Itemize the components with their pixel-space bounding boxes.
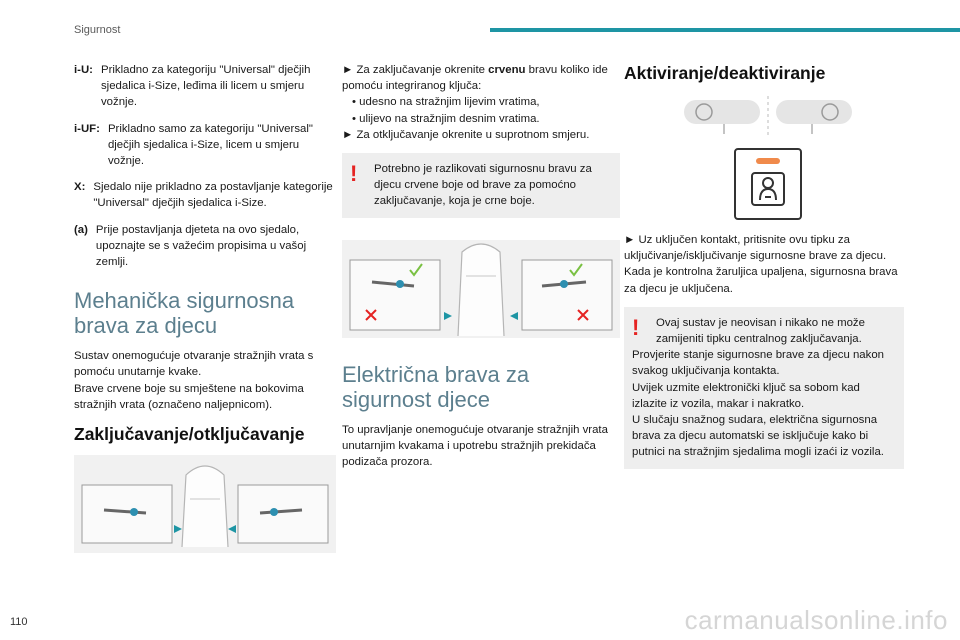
column-left bbox=[74, 62, 336, 553]
definition-key: X: bbox=[74, 181, 86, 194]
definition-key: (a) bbox=[74, 223, 88, 236]
step-lock bbox=[342, 62, 620, 94]
step-lock-emphasis: crvenu bbox=[488, 64, 526, 76]
section-title-electric-lock: Električna brava za sigurnost djece bbox=[342, 361, 530, 412]
steering-illustration bbox=[624, 94, 904, 138]
column-right bbox=[624, 62, 904, 477]
door-lock-diagram-states bbox=[342, 240, 620, 338]
warning-text: Provjerite stanje sigurnosne brave za djecu nakon svakog uključivanja kontakta. bbox=[632, 349, 885, 378]
child-lock-button bbox=[734, 148, 802, 220]
warning-icon: ! bbox=[632, 314, 640, 340]
step-lock-text: ► Za zaključavanje okrenite bbox=[342, 64, 489, 76]
bullet-item: • ulijevo na stražnjim desnim vratima. bbox=[352, 112, 540, 125]
running-header: Sigurnost bbox=[74, 24, 121, 36]
activation-step: ► Uz uključen kontakt, pritisnite ovu tipku za uključivanje/isključivanje sigurnosne brave za djecu. bbox=[624, 234, 887, 263]
section-title-mechanical-lock: Mehanička sigurnosna brava za djecu bbox=[74, 288, 295, 339]
section-paragraph: Brave crvene boje su smještene na bokovima stražnjih vrata (označeno naljepnicom). bbox=[74, 382, 304, 411]
definition-text: Prije postavljanja djeteta na ovo sjedalo, upoznajte se s važećim propisima u vašoj zemlji. bbox=[95, 223, 307, 269]
definition-text: Prikladno za kategoriju "Universal" dječjih sjedalica i-Size, leđima ili licem u smjeru vožnje. bbox=[100, 64, 311, 109]
warning-text: Uvijek uzmite elektronički ključ sa sobom kad izlazite iz vozila, makar i nakratko. bbox=[632, 381, 860, 410]
subsection-title-activation: Aktiviranje/deaktiviranje bbox=[624, 63, 826, 83]
warning-text: U slučaju snažnog sudara, električna sigurnosna brava za djecu automatski se isključuje kako bi putnici na stražnjim sjedalima mogli izaći iz vozila. bbox=[632, 414, 884, 459]
definition-item bbox=[74, 179, 336, 211]
definition-key: i-U: bbox=[74, 64, 93, 76]
definition-key: i-UF: bbox=[74, 122, 100, 135]
bullet-item: • udesno na stražnjim lijevim vratima, bbox=[352, 96, 540, 109]
warning-box bbox=[342, 153, 620, 218]
warning-box bbox=[624, 307, 904, 469]
page-number: 110 bbox=[10, 616, 28, 628]
activation-note: Kada je kontrolna žaruljica upaljena, sigurnosna brava za djecu je uključena. bbox=[624, 266, 898, 295]
definition-text: Prikladno samo za kategoriju "Universal" dječjih sjedalica i-Size, licem u smjeru vožnje. bbox=[107, 122, 313, 168]
header-accent-bar bbox=[490, 28, 960, 32]
warning-text: Ovaj sustav je neovisan i nikako ne može zamijeniti tipku centralnog zaključavanja. bbox=[656, 316, 865, 346]
step-lock-text-end: bravu koliko ide pomoću integriranog ključa: bbox=[342, 64, 608, 93]
lock-illustration bbox=[74, 455, 336, 553]
warning-text: Potrebno je razlikovati sigurnosnu bravu za djecu crvene boje od brave za pomoćno zaključavanje, koja je crne boje. bbox=[374, 163, 592, 208]
button-illustration-wrap bbox=[624, 146, 904, 226]
section-paragraph: Sustav onemogućuje otvaranje stražnjih vrata s pomoću unutarnje kvake. bbox=[74, 350, 314, 379]
subsection-title-lock-unlock: Zaključavanje/otključavanje bbox=[74, 424, 305, 445]
door-lock-diagram bbox=[74, 455, 336, 553]
definition-text: Sjedalo nije prikladno za postavljanje kategorije "Universal" dječjih sjedalica i-Size. bbox=[93, 181, 333, 210]
step-unlock: ► Za otključavanje okrenite u suprotnom smjeru. bbox=[342, 128, 590, 141]
steering-wheel-icons bbox=[624, 94, 904, 138]
section-paragraph: To upravljanje onemogućuje otvaranje stražnjih vrata unutarnjim kvakama i upotrebu stražnjih prekidača podizača prozora. bbox=[342, 423, 608, 469]
definition-item bbox=[74, 222, 336, 271]
indicator-lamp bbox=[756, 158, 780, 164]
footer-watermark: carmanualsonline.info bbox=[684, 605, 948, 635]
definition-item bbox=[74, 62, 336, 111]
definition-item bbox=[74, 121, 336, 170]
column-middle bbox=[342, 62, 620, 470]
warning-icon: ! bbox=[350, 161, 358, 187]
child-lock-icon bbox=[751, 172, 785, 206]
electric-lock-illustration bbox=[342, 240, 620, 338]
